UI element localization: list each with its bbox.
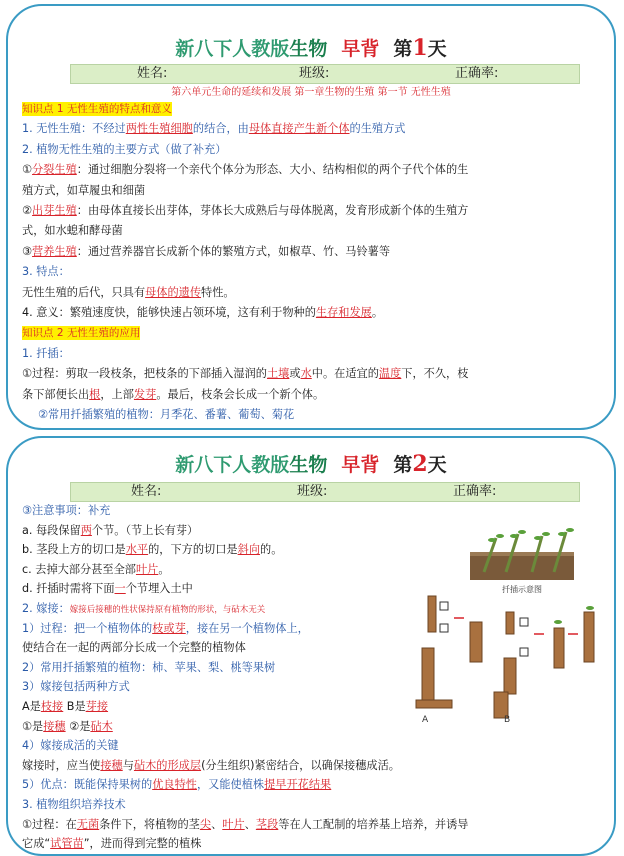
text-segment: 5）优点：既能保持果树的: [22, 778, 153, 792]
answer-fill: 分裂生殖: [32, 163, 77, 177]
text-segment: ：由母体直接长出芽体，芽体长大成熟后与母体脱离，发育形成新个体的生殖方: [76, 204, 469, 217]
text-segment: c. 去掉大部分甚至全部: [22, 562, 136, 576]
card2-line: [22, 622, 309, 636]
answer-fill: 枝接: [40, 700, 64, 713]
text-segment: ，上部: [100, 387, 134, 401]
answer-fill: 营养生殖: [32, 244, 77, 258]
text-segment: 个节。（节上长有芽）: [91, 523, 199, 537]
text-segment: 知识点 1 无性生殖的特点和意义: [22, 103, 172, 115]
text-segment: (分生组织)紧密结合，以确保接穗成活。: [201, 758, 400, 772]
text-segment: 3. 特点：: [22, 265, 70, 279]
class-label: 班级:: [299, 66, 330, 81]
text-segment: 嫁接时，应当使: [22, 758, 101, 772]
text-segment: ③: [22, 244, 33, 258]
cutting-diagram: [470, 522, 574, 594]
answer-fill: 两: [80, 523, 92, 537]
text-segment: 2）常用扦插繁殖的植物：柿、苹果、梨、桃等果树: [22, 660, 276, 674]
rate-label: 正确率:: [453, 484, 497, 499]
answer-fill: 发芽: [133, 387, 157, 401]
answer-fill: 砧木: [90, 719, 113, 733]
text-segment: ，又能使植株: [196, 778, 265, 792]
text-segment: 4. 意义：繁殖速度快，能够快速占领环境，这有利于物种的: [22, 306, 316, 319]
card2-line: [22, 504, 110, 518]
answer-fill: 提早开花结果: [264, 778, 332, 792]
answer-fill: 砧木的形成层: [133, 758, 202, 772]
day2-title: 新八下人教版生物 早背 第2天: [175, 451, 447, 477]
card1-line: [22, 367, 468, 381]
text-segment: B是: [63, 700, 86, 713]
card1-line: [22, 102, 172, 116]
text-segment: ①过程：在: [22, 817, 77, 831]
text-segment: ：通过营养器官长成新个体的繁殖方式，如椒草、竹、马铃薯等: [76, 244, 391, 258]
card1-line: [22, 265, 70, 279]
cutting-illustration: [470, 522, 574, 580]
card2-line: [22, 778, 331, 792]
answer-fill: 接穗: [100, 758, 123, 772]
text-segment: 、: [244, 817, 256, 831]
card2-line: [22, 661, 275, 675]
answer-fill: 芽接: [85, 700, 109, 713]
answer-fill: 接穗: [43, 719, 66, 733]
answer-fill: 无菌: [76, 817, 100, 831]
card2-line: [22, 543, 282, 557]
card1-line: [22, 306, 383, 320]
answer-fill: 试管苗: [50, 837, 84, 851]
card1-line: [22, 122, 405, 136]
text-segment: d. 扦插时需将下面: [22, 582, 115, 596]
text-segment: 或: [289, 367, 301, 381]
answer-fill: 土壤: [266, 367, 290, 381]
day1-name-bar: [70, 64, 580, 84]
answer-fill: 水: [300, 367, 312, 381]
label-a: A: [422, 715, 429, 725]
day1-title: 新八下人教版生物 早背 第1天: [175, 35, 447, 61]
card2-line: [22, 641, 246, 655]
text-segment: 特性。: [201, 285, 235, 299]
card2-line: [22, 700, 108, 714]
answer-fill: 叶片: [135, 562, 159, 576]
text-segment: 无性生殖的后代，只具有: [22, 285, 146, 299]
text-segment: 1. 扦插：: [22, 346, 70, 360]
day2-name-bar: [70, 482, 580, 502]
text-segment: 1）过程：把一个植物体的: [22, 621, 153, 635]
card2-line: [22, 563, 170, 577]
card2-line: [22, 837, 201, 851]
answer-fill: 两性生殖细胞: [125, 122, 193, 136]
text-segment: ②: [22, 204, 33, 217]
text-segment: 知识点 2 无性生殖的应用: [22, 327, 141, 340]
card2-line: [22, 739, 119, 753]
text-segment: 使结合在一起的两部分长成一个完整的植物体: [22, 641, 246, 655]
day2-card: [6, 436, 616, 856]
card1-line: [22, 163, 468, 177]
answer-fill: 出芽生殖: [32, 204, 77, 217]
text-segment: 2. 植物无性生殖的主要方式（做了补充）: [22, 142, 227, 156]
card2-line: [22, 720, 113, 734]
text-segment: 3. 植物组织培养技术: [22, 798, 126, 811]
text-segment: 1. 无性生殖：不经过: [22, 122, 126, 136]
card2-line: [22, 818, 468, 832]
answer-fill: 茎段: [255, 817, 279, 831]
card1-line: [22, 245, 390, 259]
text-segment: ②是: [65, 719, 91, 733]
label-b: B: [504, 715, 511, 725]
text-segment: 个节埋入土中: [125, 582, 193, 596]
text-segment: 。: [158, 562, 170, 576]
answer-fill: 水平: [125, 543, 149, 557]
text-segment: ”，进而得到完整的植株: [83, 837, 202, 851]
card1-line: [22, 143, 226, 157]
card2-line: [22, 680, 130, 694]
text-segment: b. 茎段上方的切口是: [22, 543, 126, 557]
answer-fill: 温度: [378, 367, 402, 381]
class-label: 班级:: [297, 484, 328, 499]
answer-fill: 枝或芽: [152, 621, 186, 635]
card1-line: [22, 204, 468, 218]
text-segment: A是: [22, 700, 41, 713]
answer-fill: 尖: [199, 817, 212, 831]
text-segment: 它成“: [22, 837, 51, 851]
text-segment: ②常用扦插繁殖的植物：月季花、番薯、葡萄、菊花: [38, 408, 295, 421]
answer-fill: 优良特性: [152, 778, 197, 792]
card1-line: [22, 326, 140, 340]
text-segment: ①是: [22, 719, 44, 733]
answer-fill: 叶片: [222, 817, 245, 831]
card1-line: [22, 286, 235, 300]
text-segment: 中。在适宜的: [311, 367, 379, 381]
cutting-caption: 扦插示意图: [502, 585, 542, 594]
text-segment: 4）嫁接成活的关键: [22, 739, 119, 753]
text-segment: 殖方式，如草履虫和细菌: [22, 183, 146, 197]
text-segment: 的结合，由: [192, 122, 249, 136]
text-segment: ：通过细胞分裂将一个亲代个体分为形态、大小、结构相似的两个子代个体的生: [76, 163, 469, 177]
card2-line: [22, 602, 265, 617]
answer-fill: 生存和发展: [315, 306, 372, 319]
text-segment: ，接在另一个植物体上，: [185, 621, 309, 635]
text-segment: 条下部便长出: [22, 387, 90, 401]
text-segment: 条件下，将植物的茎: [99, 817, 200, 831]
card2-line: [22, 582, 193, 596]
text-segment: 下，不久，枝: [401, 367, 469, 381]
text-segment: 等在人工配制的培养基上培养，并诱导: [278, 817, 469, 831]
card1-line: [22, 388, 324, 402]
grafting-diagram: [408, 588, 614, 728]
rate-label: 正确率:: [455, 66, 499, 81]
grafting-illustration: [408, 588, 614, 728]
text-segment: 3）嫁接包括两种方式: [22, 680, 130, 694]
name-label: 姓名:: [137, 66, 168, 81]
text-segment: 。最后，枝条会长成一个新个体。: [156, 387, 325, 401]
card2-line: [22, 798, 126, 812]
answer-fill: 嫁接后接穗的性状保持原有植物的形状，与砧木无关: [69, 605, 266, 615]
text-segment: 2. 嫁接：: [22, 602, 70, 615]
card1-line: [22, 224, 123, 238]
name-label: 姓名:: [131, 484, 162, 499]
answer-fill: 斜向: [237, 543, 261, 557]
text-segment: 的生殖方式: [349, 122, 406, 136]
day1-card: [6, 4, 616, 430]
text-segment: ①过程：剪取一段枝条，把枝条的下部插入湿润的: [22, 367, 267, 381]
card1-line: [38, 408, 294, 422]
text-segment: ③注意事项：补充: [22, 504, 111, 517]
text-segment: 与: [122, 758, 134, 772]
text-segment: 、: [211, 817, 223, 831]
answer-fill: 根: [89, 387, 101, 401]
card1-line: [22, 184, 145, 198]
card2-line: [22, 759, 400, 773]
card2-line: [22, 524, 198, 538]
answer-fill: 一: [114, 582, 126, 596]
answer-fill: 母体直接产生新个体: [248, 122, 350, 136]
text-segment: 的，下方的切口是: [148, 543, 238, 557]
text-segment: ①: [22, 163, 33, 177]
chapter-heading: 第六单元生命的延续和发展 第一章生物的生殖 第一节 无性生殖: [171, 87, 451, 98]
text-segment: 式，如水螅和酵母菌: [22, 224, 123, 238]
answer-fill: 母体的遗传: [145, 285, 202, 299]
card1-line: [22, 347, 70, 361]
text-segment: a. 每段保留: [22, 523, 81, 537]
text-segment: 。: [371, 306, 384, 319]
text-segment: 的。: [260, 543, 283, 557]
